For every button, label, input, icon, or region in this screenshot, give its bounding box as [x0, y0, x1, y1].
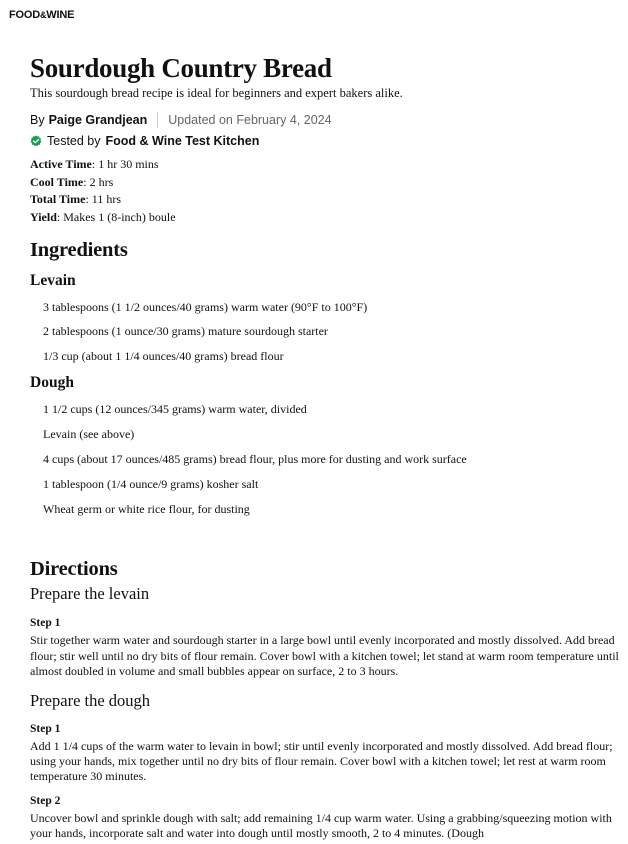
dough-heading: Dough — [30, 374, 74, 392]
ingredient-item: 3 tablespoons (1 1/2 ounces/40 grams) warm water (90°F to 100°F) — [43, 299, 368, 314]
meta-total-time — [30, 191, 622, 209]
byline — [30, 111, 622, 128]
recipe-meta — [30, 156, 622, 227]
page-title: Sourdough Country Bread — [30, 53, 332, 83]
meta-label: Total Time — [30, 192, 86, 207]
ingredient-item: 1 tablespoon (1/4 ounce/9 grams) kosher salt — [43, 477, 259, 492]
ingredient-item: Wheat germ or white rice flour, for dusting — [43, 502, 250, 517]
ingredient-item: 1 1/2 cups (12 ounces/345 grams) warm water, divided — [43, 402, 307, 417]
logo-food: FOOD — [9, 9, 40, 21]
tested-by — [30, 132, 622, 149]
meta-value: : 2 hrs — [83, 174, 114, 189]
article — [30, 52, 622, 841]
ingredients-heading: Ingredients — [30, 238, 128, 261]
meta-value: : 11 hrs — [85, 192, 122, 207]
step-group-title: Prepare the dough — [30, 690, 151, 710]
ingredient-item: 4 cups (about 17 ounces/485 grams) bread flour, plus more for dusting and work surface — [43, 452, 467, 467]
ingredient-item: Levain (see above) — [43, 427, 135, 442]
food-and-wine-logo[interactable] — [9, 9, 74, 21]
meta-active-time — [30, 156, 622, 174]
step-label: Step 1 — [30, 617, 61, 630]
logo-wine: WINE — [46, 9, 75, 21]
updated-date: Updated on February 4, 2024 — [168, 112, 332, 127]
byline-divider — [157, 112, 158, 128]
step-group-title: Prepare the levain — [30, 584, 150, 604]
meta-label: Yield — [30, 210, 57, 225]
meta-label: Cool Time — [30, 174, 84, 189]
test-kitchen-link[interactable]: Food & Wine Test Kitchen — [105, 133, 260, 148]
directions-heading: Directions — [30, 558, 118, 581]
ingredient-item: 1/3 cup (about 1 1/4 ounces/40 grams) bread flour — [43, 348, 284, 363]
levain-heading: Levain — [30, 271, 76, 289]
step-text: Uncover bowl and sprinkle dough with salt; add remaining 1/4 cup warm water. Using a grabbing/squeezing motion with your hands, incorporate salt and water into dough until mostly smooth, 2 to 4 minutes. (Dough — [30, 810, 612, 840]
meta-value: : 1 hr 30 mins — [91, 157, 159, 171]
tested-by-label: Tested by — [47, 133, 101, 148]
logo-ampersand: & — [39, 10, 47, 20]
meta-cool-time — [30, 174, 622, 192]
meta-yield — [30, 209, 622, 227]
step-label: Step 1 — [30, 722, 61, 735]
author-link[interactable]: Paige Grandjean — [48, 112, 148, 127]
dough-ingredient-list — [43, 402, 622, 517]
step-text: Stir together warm water and sourdough starter in a large bowl until evenly incorporated and mostly dissolved. Add bread flour; stir well until no dry bits of flour remain. Cover bowl with a kitchen towel; let stand at warm room temperature until almost doubled in volume and small bubbles appear on surface, 2 to 3 hours. — [30, 633, 619, 678]
meta-value: : Makes 1 (8-inch) boule — [56, 210, 176, 225]
step-label: Step 2 — [30, 794, 61, 807]
byline-by-label: By — [30, 112, 45, 127]
ingredient-item: 2 tablespoons (1 ounce/30 grams) mature sourdough starter — [43, 324, 328, 339]
step-text: Add 1 1/4 cups of the warm water to levain in bowl; stir until evenly incorporated and mostly dissolved. Add bread flour; using your hands, mix together until no dry bits of flour remain. Cover bowl with a kitchen towel; let rest at warm room temperature 30 minutes. — [30, 738, 613, 784]
meta-label: Active Time — [30, 157, 92, 171]
check-badge-icon — [30, 135, 42, 147]
article-subtitle: This sourdough bread recipe is ideal for beginners and expert bakers alike. — [30, 86, 403, 100]
levain-ingredient-list — [43, 300, 622, 364]
